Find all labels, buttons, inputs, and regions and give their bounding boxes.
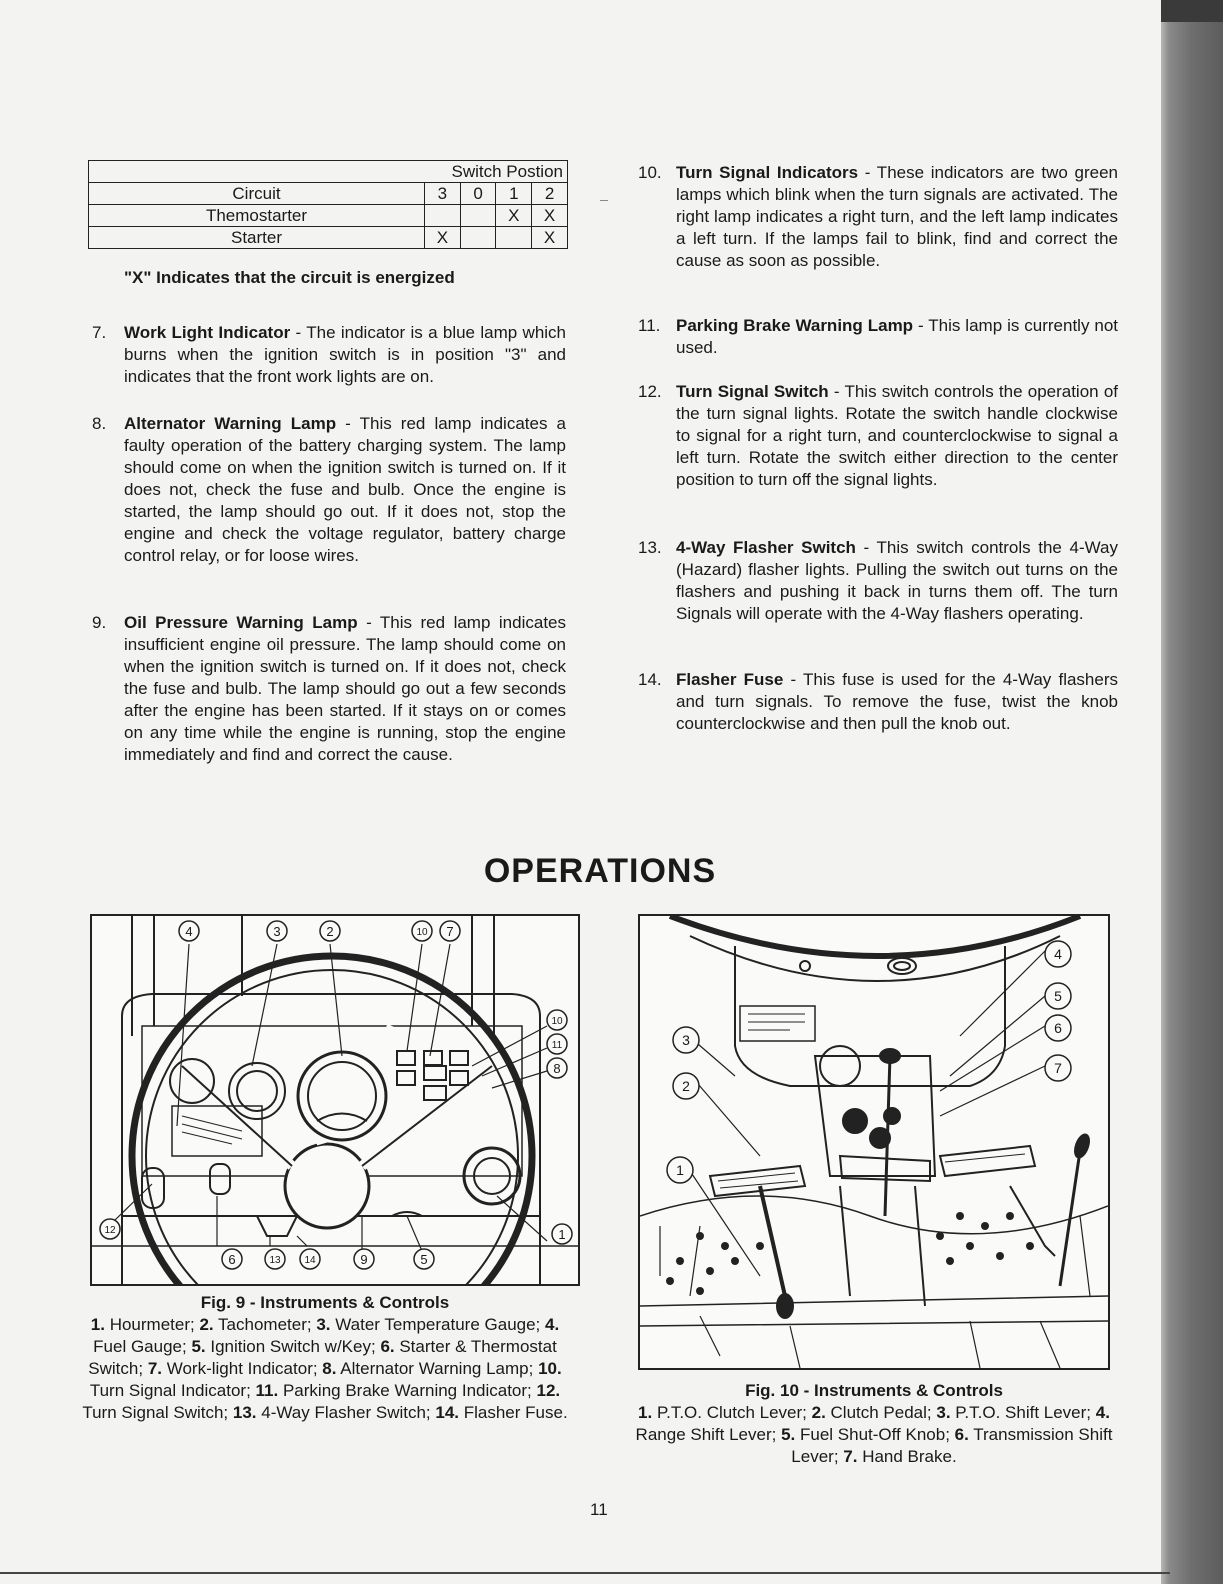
legend-text: Hourmeter;	[104, 1315, 200, 1334]
callout-label: 12	[104, 1225, 116, 1236]
callout-label: 14	[304, 1255, 316, 1266]
row-cell	[460, 227, 496, 249]
controls-illustration	[640, 916, 1108, 1368]
legend-number: 14.	[435, 1403, 460, 1422]
callout-label: 5	[420, 1252, 428, 1267]
position-cell: 3	[425, 183, 461, 205]
legend-text: Tachometer;	[213, 1315, 317, 1334]
item-title: Turn Signal Indicators	[676, 163, 859, 182]
row-cell: X	[532, 227, 568, 249]
legend-number: 3.	[936, 1403, 951, 1422]
figure-title: Fig. 10 - Instruments & Controls	[745, 1381, 1003, 1400]
table-row	[89, 183, 568, 205]
item-text: - This red lamp indicates insufficient engine oil pressure. The lamp should come on when the ignition switch is turned on. If it does not, check the fuse and bulb. The lamp should go out a few seconds after the engine has been started. If it stays on or comes on any time while the engine is running, stop the engine immediately and find and correct the cause.	[124, 613, 566, 764]
section-title: OPERATIONS	[483, 852, 717, 890]
legend-number: 11.	[255, 1381, 279, 1400]
figure-legend	[82, 1315, 567, 1422]
item-14	[638, 669, 1118, 735]
table-header: Switch Postion	[89, 161, 568, 183]
item-number: 7.	[92, 323, 107, 342]
page-edge-top	[1161, 0, 1223, 22]
item-9	[92, 612, 566, 766]
legend-text: Hand Brake.	[857, 1447, 957, 1466]
legend-text: Ignition Switch w/Key;	[205, 1337, 381, 1356]
legend-text: Flasher Fuse.	[459, 1403, 568, 1422]
legend-number: 10.	[538, 1359, 562, 1378]
figure-title: Fig. 9 - Instruments & Controls	[200, 1293, 450, 1312]
row-cell	[425, 205, 461, 227]
legend-number: 13.	[232, 1403, 257, 1422]
figure-9-caption	[80, 1292, 570, 1424]
legend-number: 7.	[843, 1447, 858, 1466]
item-text: - This switch controls the operation of the turn signal lights. Rotate the switch handle clockwise to signal for a right turn, and counterclockwise to signal a left turn. Rotate the switch either direction to the center position to turn off the signal lights.	[676, 382, 1118, 489]
legend-text: Parking Brake Warning Indicator;	[278, 1381, 537, 1400]
position-cell: 2	[532, 183, 568, 205]
item-title: Alternator Warning Lamp	[124, 414, 337, 433]
legend-text: P.T.O. Clutch Lever;	[652, 1403, 812, 1422]
page-number: 11	[590, 1500, 608, 1519]
figure-9	[90, 914, 580, 1286]
callout-label: 4	[185, 924, 193, 939]
legend-number: 5.	[191, 1337, 206, 1356]
item-title: 4-Way Flasher Switch	[676, 538, 856, 557]
item-text: - This switch controls the 4-Way (Hazard) flasher lights. Pulling the switch out turns on the flashers and pushing it back in turns them off. The turn Signals will operate with the 4-Way flashers operating.	[676, 538, 1118, 623]
callout-label: 13	[269, 1255, 281, 1266]
callout-label: 6	[228, 1252, 236, 1267]
legend-text: Range Shift Lever;	[635, 1425, 782, 1444]
item-number: 8.	[92, 414, 107, 433]
callout-label: 10	[551, 1016, 563, 1027]
legend-number: 1.	[90, 1315, 105, 1334]
item-title: Work Light Indicator	[124, 323, 291, 342]
item-title: Turn Signal Switch	[676, 382, 829, 401]
item-number: 9.	[92, 613, 107, 632]
item-8	[92, 413, 566, 567]
dashboard-illustration	[92, 916, 578, 1284]
callout-label: 7	[446, 924, 454, 939]
legend-number: 3.	[316, 1315, 331, 1334]
item-text: - These indicators are two green lamps which blink when the turn signals are activated. The right lamp indicates a right turn, and the left lamp indicates a left turn. If the lamps fail to blink, find and correct the cause as soon as possible.	[676, 163, 1119, 270]
item-text: - This fuse is used for the 4-Way flashers and turn signals. To remove the fuse, twist the knob counterclockwise and then pull the knob out.	[676, 670, 1118, 733]
row-cell: X	[496, 205, 532, 227]
legend-text: Fuel Gauge;	[93, 1337, 192, 1356]
position-cell: 0	[460, 183, 496, 205]
legend-text: Fuel Shut-Off Knob;	[795, 1425, 955, 1444]
figure-10	[638, 914, 1110, 1370]
row-label: Starter	[89, 227, 425, 249]
legend-number: 6.	[954, 1425, 969, 1444]
callout-label: 5	[1054, 988, 1062, 1004]
figure-10-caption	[634, 1380, 1114, 1468]
callout-label: 2	[326, 924, 334, 939]
callout-label: 6	[1054, 1020, 1062, 1036]
stray-mark	[600, 200, 608, 201]
legend-number: 4.	[545, 1315, 560, 1334]
row-cell: X	[425, 227, 461, 249]
page-bottom-line	[0, 1572, 1170, 1574]
legend-text: Clutch Pedal;	[825, 1403, 937, 1422]
legend-text: Alternator Warning Lamp;	[336, 1359, 539, 1378]
table-row	[89, 227, 568, 249]
item-12	[638, 381, 1118, 491]
legend-text: Turn Signal Indicator;	[89, 1381, 256, 1400]
callout-label: 11	[551, 1040, 563, 1051]
legend-number: 8.	[322, 1359, 337, 1378]
legend-number: 4.	[1095, 1403, 1110, 1422]
item-text: - The indicator is a blue lamp which burns when the ignition switch is in position "3" and indicates that the front work lights are on.	[124, 323, 566, 386]
callout-label: 9	[360, 1252, 368, 1267]
table-row	[89, 205, 568, 227]
item-number: 14.	[638, 670, 662, 689]
row-cell	[460, 205, 496, 227]
circuit-label: Circuit	[89, 183, 425, 205]
legend-number: 7.	[147, 1359, 162, 1378]
legend-text: Turn Signal Switch;	[82, 1403, 233, 1422]
item-title: Flasher Fuse	[676, 670, 784, 689]
item-number: 12.	[638, 382, 662, 401]
callout-label: 10	[416, 927, 428, 938]
table-note: "X" Indicates that the circuit is energized	[124, 268, 455, 287]
item-text: - This red lamp indicates a faulty operation of the battery charging system. The lamp should come on when the ignition switch is turned on. If it does not, check the fuse and bulb. Once the engine is started, the lamp should go out. If it does not, stop the engine and check the voltage regulator, battery charge control relay, or for loose wires.	[124, 414, 566, 565]
callout-label: 4	[1054, 946, 1062, 962]
position-cell: 1	[496, 183, 532, 205]
page-edge-shadow	[1161, 0, 1223, 1584]
callout-label: 1	[558, 1227, 566, 1242]
legend-number: 2.	[199, 1315, 214, 1334]
item-7	[92, 322, 566, 388]
row-cell: X	[532, 205, 568, 227]
switch-position-table	[88, 160, 568, 249]
legend-text: 4-Way Flasher Switch;	[256, 1403, 436, 1422]
item-number: 11.	[638, 316, 661, 335]
legend-text: Transmission Shift Lever;	[791, 1425, 1113, 1466]
callout-label: 3	[682, 1032, 690, 1048]
item-text: - This lamp is currently not used.	[676, 316, 1118, 357]
legend-number: 2.	[811, 1403, 826, 1422]
legend-number: 1.	[638, 1403, 653, 1422]
row-label: Themostarter	[89, 205, 425, 227]
legend-text: P.T.O. Shift Lever;	[950, 1403, 1096, 1422]
item-title: Oil Pressure Warning Lamp	[124, 613, 358, 632]
item-number: 13.	[638, 538, 662, 557]
callout-label: 1	[676, 1162, 684, 1178]
callout-label: 2	[682, 1078, 690, 1094]
item-13	[638, 537, 1118, 625]
callout-label: 7	[1054, 1060, 1062, 1076]
legend-number: 6.	[380, 1337, 395, 1356]
figure-legend	[636, 1403, 1113, 1466]
item-title: Parking Brake Warning Lamp	[676, 316, 914, 335]
item-number: 10.	[638, 163, 662, 182]
item-10	[638, 162, 1119, 272]
legend-text: Water Temperature Gauge;	[330, 1315, 546, 1334]
row-cell	[496, 227, 532, 249]
legend-text: Work-light Indicator;	[162, 1359, 323, 1378]
legend-number: 5.	[781, 1425, 796, 1444]
item-11	[638, 315, 1118, 359]
callout-label: 3	[273, 924, 281, 939]
callout-label: 8	[553, 1061, 561, 1076]
legend-text: Starter & Thermostat Switch;	[88, 1337, 557, 1378]
legend-number: 12.	[536, 1381, 561, 1400]
